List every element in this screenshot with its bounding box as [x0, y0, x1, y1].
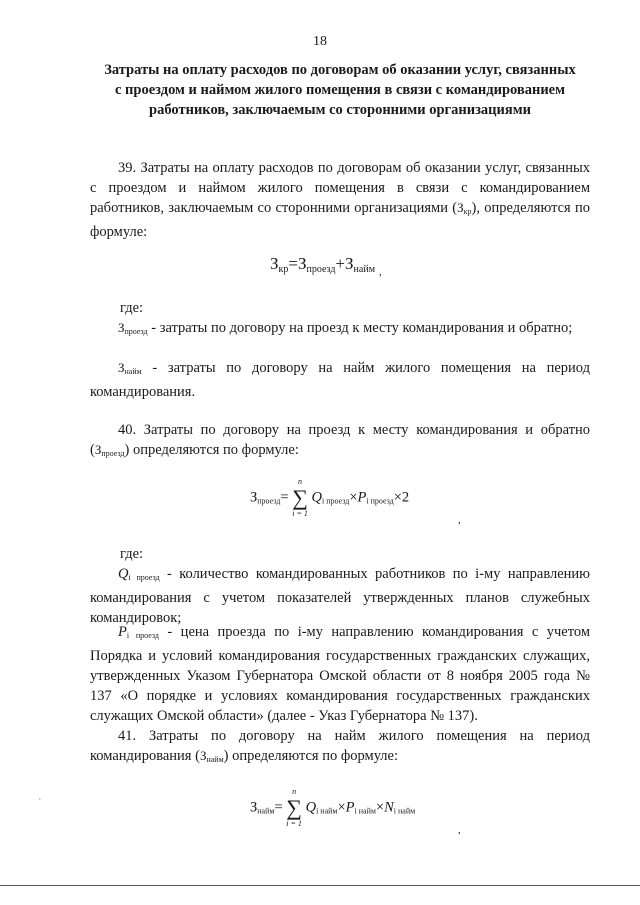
where-label-2: где:	[120, 546, 144, 562]
paragraph-41: 41. Затраты по договору на найм жилого помещения на период командирования $(З_{найм})$ определяются по формуле:	[90, 728, 590, 764]
formula-39: Зкр=Зпроезд+Знайм $_,$	[270, 254, 382, 278]
paragraph-39-tail: ), определяются по формуле:	[90, 200, 590, 240]
paragraph-39	[90, 158, 590, 242]
bottom-rule	[0, 885, 640, 886]
page-number: 18	[313, 34, 327, 49]
formula-41-comma: ,	[458, 824, 461, 836]
paragraph-40: 40. Затраты по договору на проезд к месту командирования и обратно $(З_{проезд})$ определяются по формуле:	[90, 422, 590, 458]
formula-41: $З_{найм}=$ n ∑ i = 1 $Q_{i найм}\times P_{i найм}\times N_{i найм}$	[250, 787, 416, 828]
where-label-1: где:	[120, 300, 144, 316]
formula-40-comma: ,	[458, 514, 461, 526]
section-heading: Затраты на оплату расходов по договорам об оказании услуг, связанных с проездом и наймом жилого помещения в связи с командированием работников, заключаемым со сторонними организациями	[104, 62, 576, 118]
definition-z-proezd: $З_{проезд}$ - затраты по договору на проезд к месту командирования и обратно;	[118, 320, 573, 336]
symbol-z-proezd: $З_{проезд}$	[94, 442, 125, 458]
scan-mark: `	[38, 798, 42, 809]
sum-sign: n ∑ i = 1	[292, 477, 308, 518]
formula-40: $З_{проезд}=$ n ∑ i = 1 $Q_{i проезд}\times P_{i проезд}\times 2$	[250, 477, 410, 518]
symbol-z-kr: $З_{кр}$	[457, 200, 472, 216]
definition-p-proezd: $P_{i проезд}$ - цена проезда по i-му направлению командирования с учетом Порядка и условий командирования государственных гражданских служащих, утвержденных Указом Губернатора Омской области от 8 ноября 2005 года № 137 «О порядке и условиях командирования государственных гражданских служащих Омской области» (далее - Указ Губернатора № 137).	[90, 624, 590, 724]
definition-q-proezd: $Q_{i проезд}$ - количество командированных работников по i-му направлению командирования с учетом показателей утвержденных планов служебных командировок;	[90, 566, 590, 626]
symbol-z-naym: $З_{найм}$	[199, 748, 224, 764]
definition-z-naym: $З_{найм}$ - затраты по договору на найм жилого помещения на период командирования.	[90, 360, 590, 400]
paragraph-39-text: 39. Затраты на оплату расходов по договорам об оказании услуг, связанных с проездом и наймом жилого помещения в связи с командированием работников, заключаемым со сторонними организациями (	[90, 160, 590, 216]
sum-sign: n ∑ i = 1	[286, 787, 302, 828]
